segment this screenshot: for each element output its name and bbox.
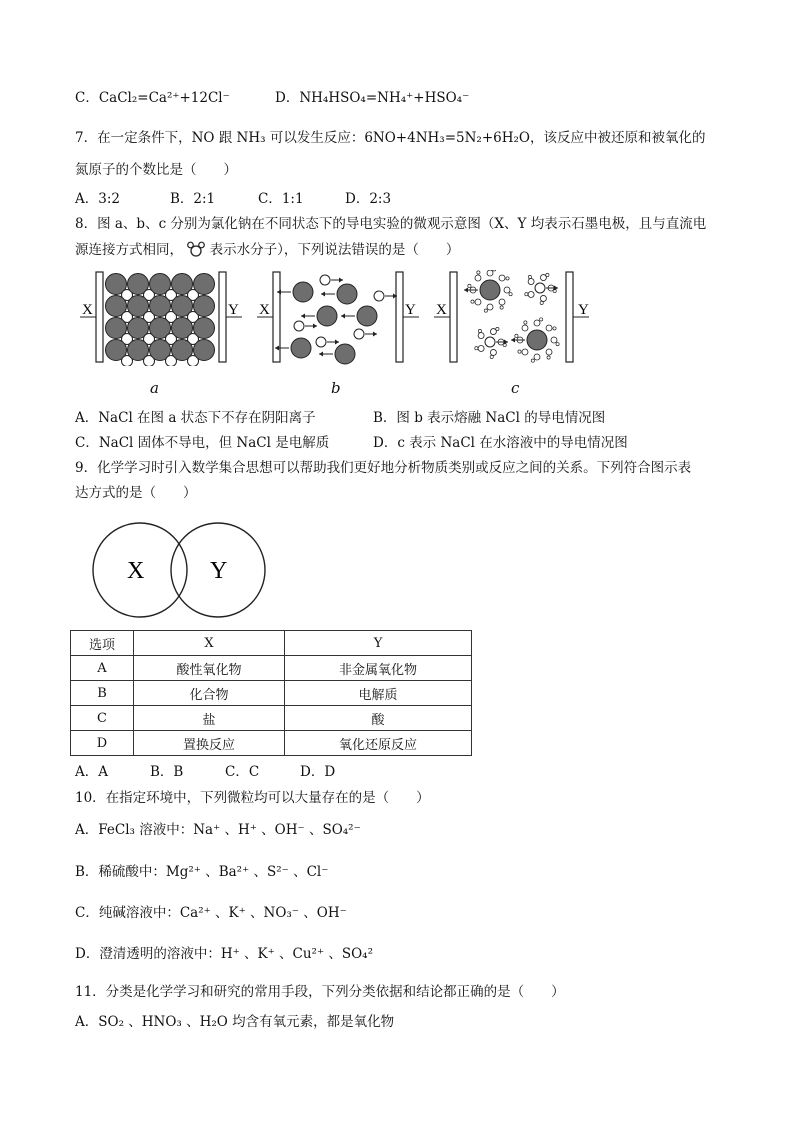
table-cell: 酸性氧化物 [134,656,285,681]
q7-option-a: A．3:2 [75,191,120,207]
water-molecule [551,337,557,343]
water-h-atom [556,343,559,346]
water-h-atom [546,273,549,276]
cl-ion [337,284,357,304]
electrode-x-label: X [82,302,93,318]
table-row [71,731,472,756]
na-arrow-head [313,324,317,329]
water-molecule-icon [187,241,205,257]
q7-stem-line2: 氮原子的个数比是（ ） [75,162,237,178]
q10-option-b: B．稀硫酸中：Mg²⁺ 、Ba²⁺ 、S²⁻ 、Cl⁻ [75,864,329,880]
cl-ion [291,338,311,358]
water-molecule [475,275,481,281]
cl-ion [194,318,215,339]
electrode-x [450,272,457,362]
electrode-y [396,272,403,362]
water-h-atom [540,318,543,321]
table-row [71,656,472,681]
cl-arrow-head [319,352,323,357]
q9-options-table [70,630,472,756]
table-cell: D [71,731,134,756]
water-h-atom [524,321,527,324]
water-h-atom [468,284,471,287]
cl-ion [293,282,313,302]
q8-stem-line2-end: 表示水分子），下列说法错误的是（ ） [209,242,460,258]
cl-arrow-head [301,314,305,319]
water-molecule [522,325,528,331]
water-h-atom [484,309,487,312]
na-ion [485,337,495,347]
na-arrow-head [339,278,343,283]
table-header-cell: 选项 [71,631,134,656]
q6-option-d: D．NH₄HSO₄=NH₄⁺+HSO₄⁻ [275,90,470,106]
q11-option-a: A．SO₂ 、HNO₃ 、H₂O 均含有氧元素，都是氧化物 [75,1014,395,1030]
table-row [71,706,472,731]
na-ion [294,321,304,331]
table-cell: 化合物 [134,681,285,706]
panel-a-diagram [78,270,248,366]
electrode-y [219,272,226,362]
q8-option-a: A．NaCl 在图 a 状态下不存在阴阳离子 [75,410,316,426]
q10-option-a: A．FeCl₃ 溶液中：Na⁺ 、H⁺ 、OH⁻ 、SO₄²⁻ [75,822,361,838]
na-ion [535,283,545,293]
table-row [71,681,472,706]
cl-ion [527,330,547,350]
water-molecule [475,299,481,305]
water-h-atom [477,271,480,274]
cl-ion [335,344,355,364]
na-arrow-head [373,332,377,337]
cl-arrow-head [321,292,325,297]
water-h-atom [490,355,493,358]
venn-diagram [88,520,268,620]
water-h-atom [515,334,518,337]
water-h-atom [525,293,528,296]
table-cell: 盐 [134,706,285,731]
water-h-atom [506,277,509,280]
water-molecule [487,270,493,276]
table-cell: 电解质 [285,681,472,706]
cl-ion [317,306,337,326]
table-cell: C [71,706,134,731]
panel-c-diagram [432,270,602,366]
q7-option-c: C．1:1 [258,191,304,207]
table-cell: 氧化还原反应 [285,731,472,756]
cl-arrow-head [341,314,345,319]
molten-ions [275,275,397,364]
na-ion [374,291,384,301]
q9-stem-line1: 9．化学学习时引入数学集合思想可以帮助我们更好地分析物质类别或反应之间的关系。下列符合图示表 [75,460,692,476]
hydrated-ions [464,270,559,362]
water-h-atom [500,306,503,309]
q10-stem: 10．在指定环境中，下列微粒均可以大量存在的是（ ） [75,790,430,806]
water-molecule [522,349,528,355]
q8-stem-line2-start: 源连接方式相同， [75,242,183,258]
nacl-crystal-lattice [106,274,215,367]
q10-option-c: C．纯碱溶液中：Ca²⁺ 、K⁺ 、NO₃⁻ 、OH⁻ [75,905,347,921]
water-molecule [478,345,484,351]
q7-option-b: B．2:1 [170,191,216,207]
panel-a-label: a [150,379,159,397]
water-h-atom [540,301,543,304]
q9-option-a: A．A [75,764,108,780]
na-arrow-head [335,340,339,345]
electrode-y [566,272,573,362]
q8-option-d: D．c 表示 NaCl 在水溶液中的导电情况图 [373,435,628,451]
electrode-y-label: Y [228,302,239,318]
water-molecule [528,291,534,297]
water-h-atom [518,350,521,353]
q9-option-d: D．D [300,764,336,780]
water-molecule [546,349,552,355]
na-ion [354,329,364,339]
cl-ion [194,274,215,295]
panel-b-label: b [331,379,341,397]
water-h-atom [509,293,512,296]
na-ion [316,337,326,347]
water-molecule [534,354,540,360]
table-cell: B [71,681,134,706]
electrode-x-label: X [436,302,447,318]
table-cell: A [71,656,134,681]
table-cell: 酸 [285,706,472,731]
water-molecule [490,349,496,355]
table-header-cell: X [134,631,285,656]
q9-option-c: C．C [225,764,260,780]
water-h-atom [553,327,556,330]
water-molecule [528,279,534,285]
water-h-atom [528,275,531,278]
q10-option-d: D．澄清透明的溶液中：H⁺ 、K⁺ 、Cu²⁺ 、SO₄² [75,946,374,962]
cl-ion [194,296,215,317]
venn-label-x: X [127,558,145,584]
table-cell: 置换反应 [134,731,285,756]
q7-stem-line1: 7．在一定条件下，NO 跟 NH₃ 可以发生反应：6NO+4NH₃=5N₂+6H₂O，该反应中被还原和被氧化的 [75,130,706,146]
electrode-x-label: X [259,302,270,318]
water-h-atom [471,300,474,303]
panel-b-diagram [255,270,425,366]
q8-option-b: B．图 b 表示熔融 NaCl 的导电情况图 [373,410,606,426]
water-molecule [546,325,552,331]
cl-arrow-head [464,288,468,293]
water-h-atom [531,359,534,362]
q9-stem-line2: 达方式的是（ ） [75,485,197,501]
water-h-atom [496,327,499,330]
q11-stem: 11．分类是化学学习和研究的常用手段，下列分类依据和结论都正确的是（ ） [75,984,565,1000]
table-cell: 非金属氧化物 [285,656,472,681]
cl-arrow-head [511,338,515,343]
water-h-atom [493,270,496,271]
electrode-y-label: Y [578,302,589,318]
water-h-atom [475,347,478,350]
water-h-atom [478,329,481,332]
q7-option-d: D．2:3 [345,191,392,207]
venn-label-y: Y [210,558,228,584]
q9-option-b: B．B [150,764,184,780]
cl-ion [194,340,215,361]
cl-ion [357,306,377,326]
water-molecule [478,333,484,339]
q8-stem-line1: 8．图 a、b、c 分别为氯化钠在不同状态下的导电实验的微观示意图（X、Y 均表示石墨电极，且与直流电 [75,216,707,232]
water-molecule [534,320,540,326]
table-header-row [71,631,472,656]
table-header-cell: Y [285,631,472,656]
water-molecule [499,299,505,305]
electrode-y-label: Y [405,302,416,318]
water-h-atom [547,356,550,359]
water-molecule [504,287,510,293]
q6-option-c: C．CaCl₂=Ca²⁺+12Cl⁻ [75,90,230,106]
q8-option-c: C．NaCl 固体不导电，但 NaCl 是电解质 [75,435,330,451]
q8-stem-line2 [75,240,459,260]
panel-c-label: c [511,379,520,397]
cl-ion [480,280,500,300]
na-ion [320,275,330,285]
water-molecule [499,275,505,281]
electrode-x [96,272,103,362]
water-molecule [487,304,493,310]
water-molecule [540,295,546,301]
